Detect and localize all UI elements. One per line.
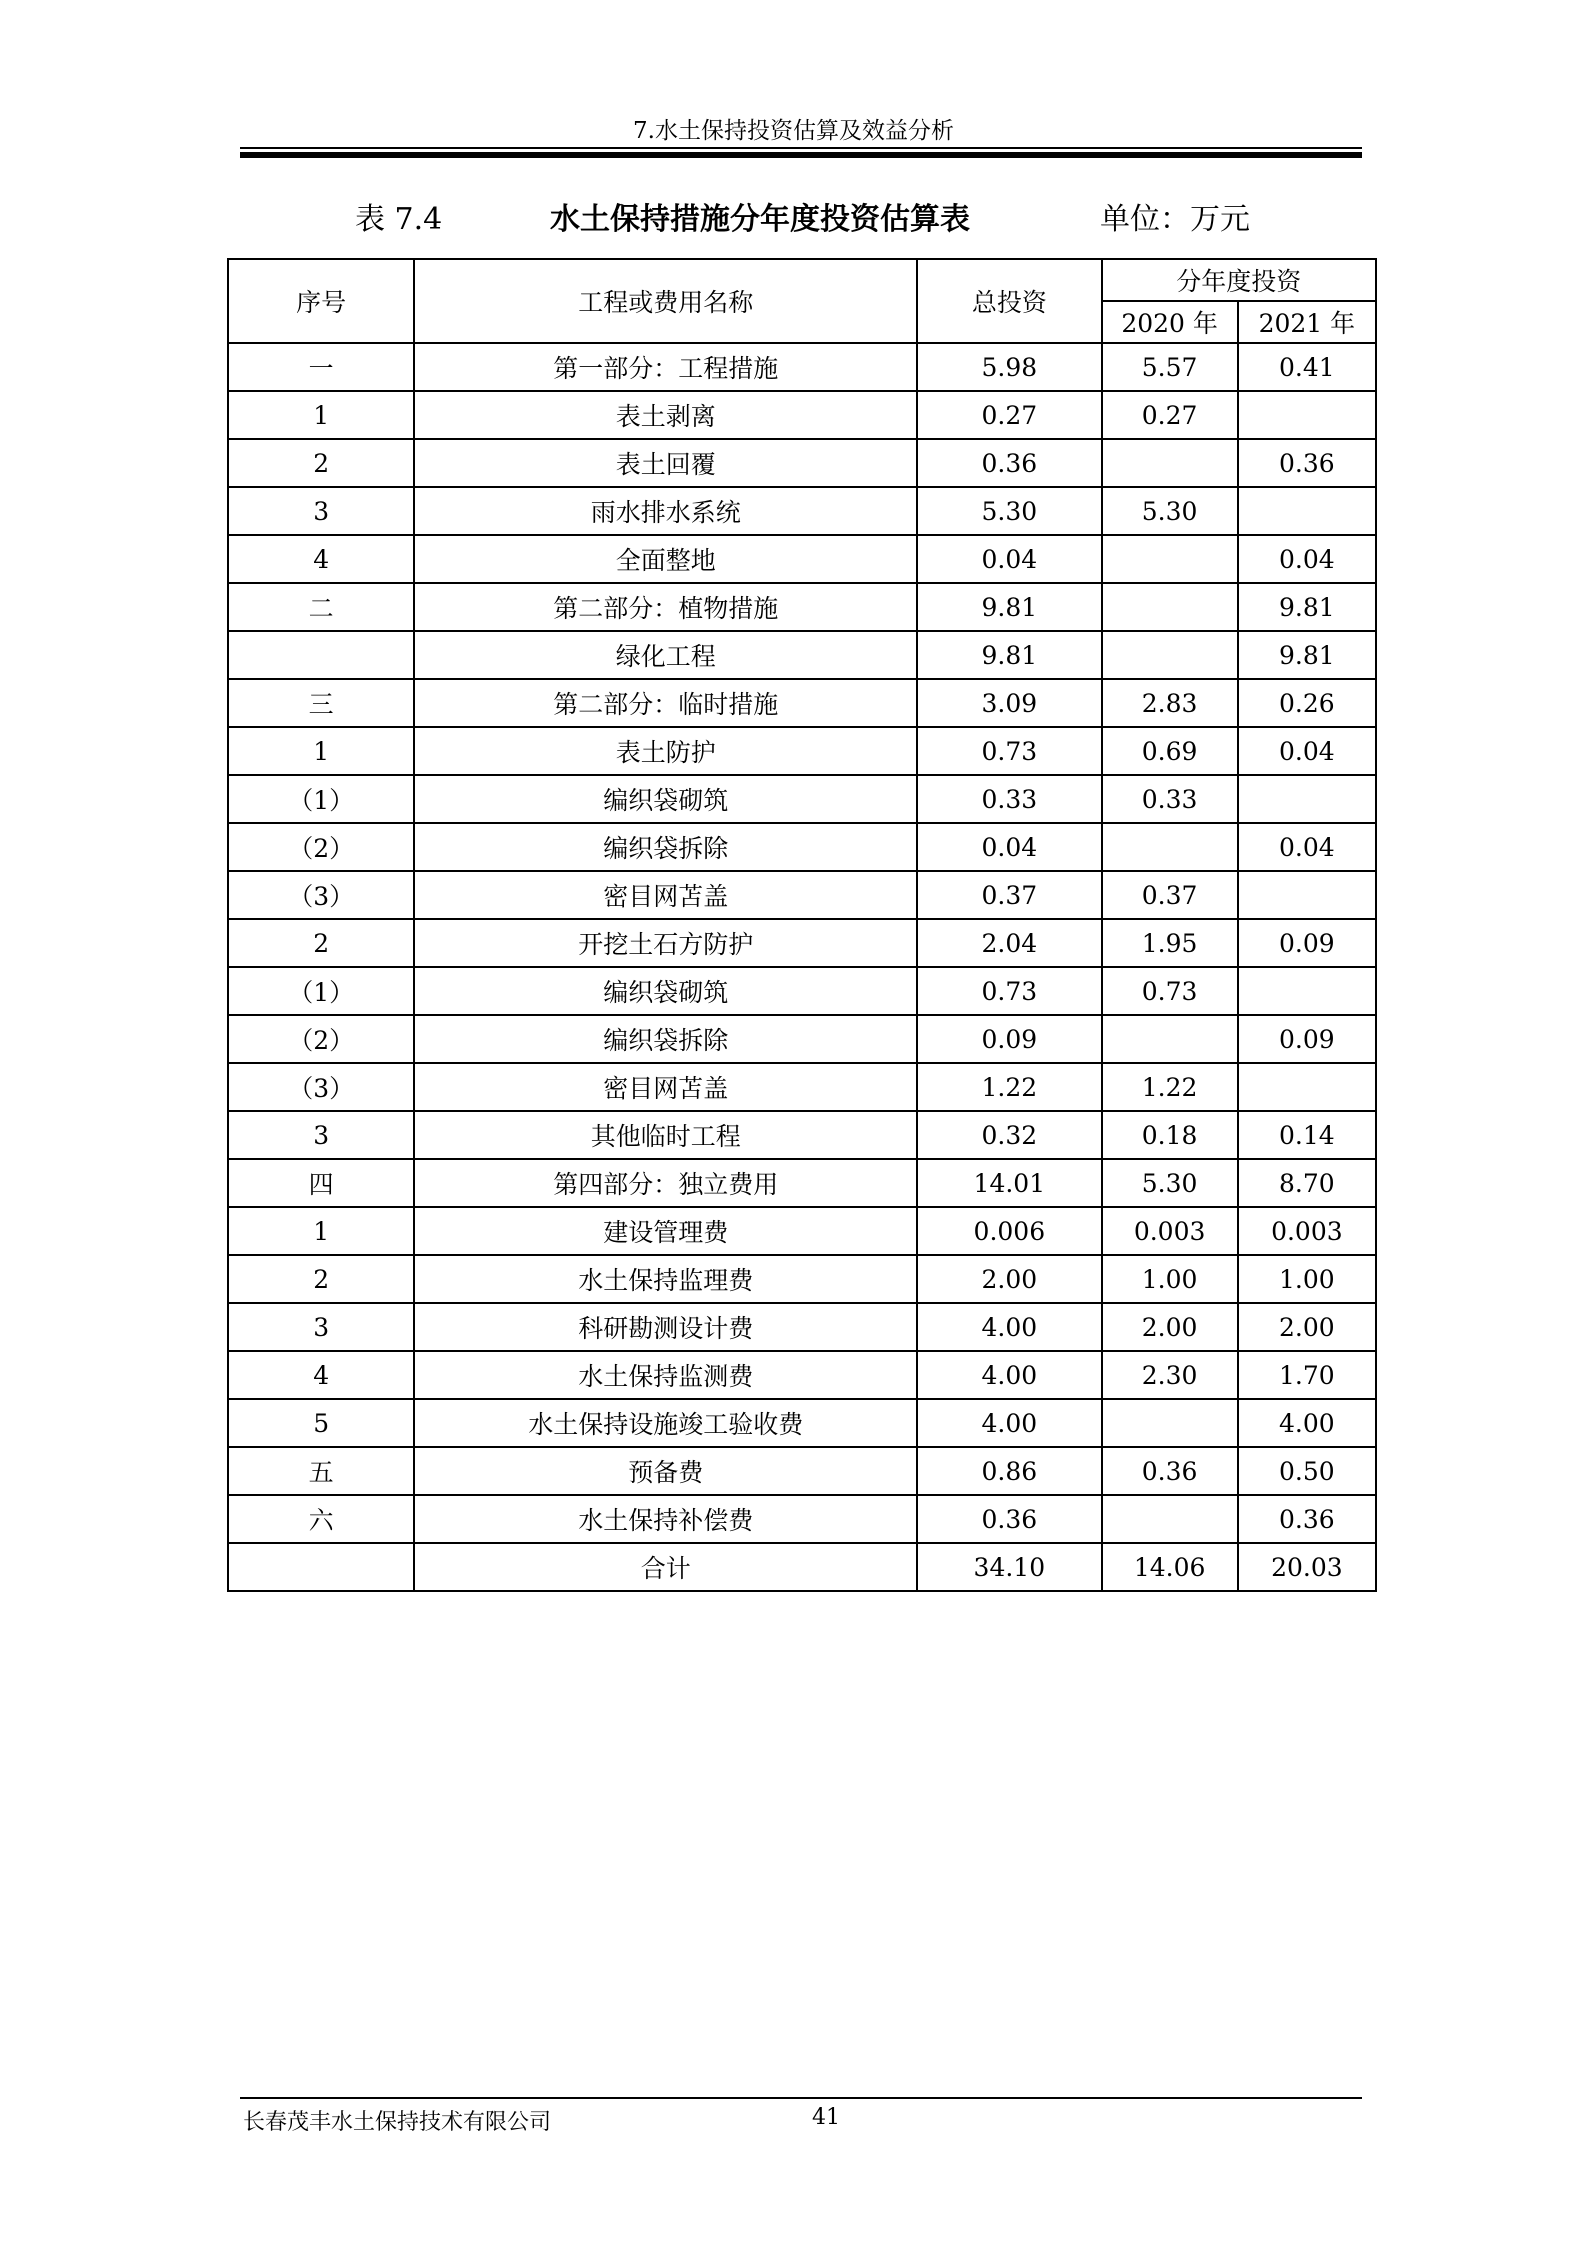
table-row (228, 439, 1376, 487)
table-row (228, 631, 1376, 679)
cell-2020: 0.37 (1102, 871, 1238, 919)
cell-total: 0.86 (917, 1447, 1101, 1495)
cell-no: 2 (228, 1255, 414, 1303)
cell-2021: 0.36 (1238, 439, 1376, 487)
cell-no: 2 (228, 439, 414, 487)
cell-name: 编织袋拆除 (414, 823, 917, 871)
cell-2021: 0.14 (1238, 1111, 1376, 1159)
cell-total: 4.00 (917, 1351, 1101, 1399)
cell-no: 4 (228, 535, 414, 583)
cell-2020: 2.83 (1102, 679, 1238, 727)
cell-name: 第一部分：工程措施 (414, 343, 917, 391)
table-row (228, 967, 1376, 1015)
cell-name: 合计 (414, 1543, 917, 1591)
cell-2021: 0.04 (1238, 727, 1376, 775)
cell-name: 第二部分：植物措施 (414, 583, 917, 631)
cell-name: 编织袋砌筑 (414, 967, 917, 1015)
cell-2020: 1.95 (1102, 919, 1238, 967)
cell-2021: 2.00 (1238, 1303, 1376, 1351)
header-rule-thin (240, 147, 1362, 149)
cell-2020 (1102, 439, 1238, 487)
table-row (228, 1207, 1376, 1255)
cell-2021: 0.26 (1238, 679, 1376, 727)
cell-no: 五 (228, 1447, 414, 1495)
table-row (228, 535, 1376, 583)
table-row (228, 1111, 1376, 1159)
cell-2021 (1238, 487, 1376, 535)
table-row (228, 583, 1376, 631)
table-row (228, 1159, 1376, 1207)
cell-2020 (1102, 535, 1238, 583)
header-2021: 2021 年 (1238, 301, 1376, 343)
cell-2020: 1.00 (1102, 1255, 1238, 1303)
cell-2020 (1102, 631, 1238, 679)
cell-2020: 0.73 (1102, 967, 1238, 1015)
cell-2021: 1.70 (1238, 1351, 1376, 1399)
cell-no: （3） (228, 1063, 414, 1111)
cell-2021 (1238, 775, 1376, 823)
cell-no: 1 (228, 391, 414, 439)
table-row (228, 1063, 1376, 1111)
cell-no: 2 (228, 919, 414, 967)
table-row (228, 1015, 1376, 1063)
cell-total: 0.36 (917, 439, 1101, 487)
cell-total: 0.37 (917, 871, 1101, 919)
cell-2021: 0.04 (1238, 535, 1376, 583)
table-row (228, 775, 1376, 823)
header-yearly: 分年度投资 (1102, 259, 1377, 301)
cell-no: 四 (228, 1159, 414, 1207)
cell-2021: 0.41 (1238, 343, 1376, 391)
table-unit: 单位：万元 (1100, 202, 1250, 237)
table-caption (240, 190, 1362, 240)
cell-name: 水土保持设施竣工验收费 (414, 1399, 917, 1447)
cell-name: 水土保持补偿费 (414, 1495, 917, 1543)
cell-total: 0.73 (917, 727, 1101, 775)
table-row (228, 1543, 1376, 1591)
cell-2020: 0.69 (1102, 727, 1238, 775)
cell-2021 (1238, 391, 1376, 439)
table-row (228, 1495, 1376, 1543)
cell-total: 0.32 (917, 1111, 1101, 1159)
cell-total: 2.04 (917, 919, 1101, 967)
table-row (228, 727, 1376, 775)
cell-no (228, 631, 414, 679)
cell-name: 建设管理费 (414, 1207, 917, 1255)
cell-2021: 9.81 (1238, 583, 1376, 631)
cell-name: 表土回覆 (414, 439, 917, 487)
cell-2021 (1238, 967, 1376, 1015)
cell-total: 0.04 (917, 535, 1101, 583)
table-row (228, 1447, 1376, 1495)
cell-2020 (1102, 823, 1238, 871)
cell-2021: 0.003 (1238, 1207, 1376, 1255)
page-number: 41 (812, 2105, 840, 2130)
cell-2021: 8.70 (1238, 1159, 1376, 1207)
cell-2021: 0.09 (1238, 919, 1376, 967)
cell-2020: 14.06 (1102, 1543, 1238, 1591)
cell-total: 3.09 (917, 679, 1101, 727)
cell-name: 全面整地 (414, 535, 917, 583)
cell-2021: 1.00 (1238, 1255, 1376, 1303)
cell-no: 二 (228, 583, 414, 631)
header-name: 工程或费用名称 (414, 259, 917, 343)
header-no: 序号 (228, 259, 414, 343)
cell-no: 1 (228, 727, 414, 775)
cell-2020: 0.003 (1102, 1207, 1238, 1255)
cell-no: 1 (228, 1207, 414, 1255)
cell-total: 34.10 (917, 1543, 1101, 1591)
cell-2020 (1102, 583, 1238, 631)
table-row (228, 679, 1376, 727)
cell-no (228, 1543, 414, 1591)
cell-total: 0.36 (917, 1495, 1101, 1543)
cell-2020: 5.30 (1102, 487, 1238, 535)
cell-2021 (1238, 1063, 1376, 1111)
cell-2021: 4.00 (1238, 1399, 1376, 1447)
cell-name: 第二部分：临时措施 (414, 679, 917, 727)
cell-2020 (1102, 1015, 1238, 1063)
investment-table (227, 258, 1377, 1592)
cell-total: 0.73 (917, 967, 1101, 1015)
cell-total: 5.98 (917, 343, 1101, 391)
cell-name: 表土剥离 (414, 391, 917, 439)
cell-total: 0.04 (917, 823, 1101, 871)
cell-total: 9.81 (917, 583, 1101, 631)
cell-no: 3 (228, 1111, 414, 1159)
cell-total: 14.01 (917, 1159, 1101, 1207)
table-row (228, 343, 1376, 391)
footer-company: 长春茂丰水土保持技术有限公司 (243, 2110, 552, 2135)
cell-2020: 5.57 (1102, 343, 1238, 391)
cell-2020: 2.30 (1102, 1351, 1238, 1399)
cell-name: 密目网苫盖 (414, 1063, 917, 1111)
cell-total: 0.006 (917, 1207, 1101, 1255)
table-row (228, 1255, 1376, 1303)
cell-name: 其他临时工程 (414, 1111, 917, 1159)
cell-2021: 0.09 (1238, 1015, 1376, 1063)
header-total: 总投资 (917, 259, 1101, 343)
cell-2021: 0.50 (1238, 1447, 1376, 1495)
cell-name: 表土防护 (414, 727, 917, 775)
cell-total: 4.00 (917, 1399, 1101, 1447)
table-body (228, 343, 1376, 1591)
cell-no: （3） (228, 871, 414, 919)
table-number: 表 7.4 (355, 202, 443, 237)
cell-no: （1） (228, 775, 414, 823)
cell-no: （2） (228, 1015, 414, 1063)
table-row (228, 1399, 1376, 1447)
cell-name: 水土保持监测费 (414, 1351, 917, 1399)
cell-2021: 20.03 (1238, 1543, 1376, 1591)
cell-2020: 1.22 (1102, 1063, 1238, 1111)
table-title: 水土保持措施分年度投资估算表 (550, 202, 970, 237)
cell-name: 雨水排水系统 (414, 487, 917, 535)
table-row (228, 1303, 1376, 1351)
cell-no: 三 (228, 679, 414, 727)
table-row (228, 487, 1376, 535)
cell-2021: 0.04 (1238, 823, 1376, 871)
cell-no: 六 (228, 1495, 414, 1543)
cell-total: 2.00 (917, 1255, 1101, 1303)
cell-name: 密目网苫盖 (414, 871, 917, 919)
table-row (228, 871, 1376, 919)
cell-name: 第四部分：独立费用 (414, 1159, 917, 1207)
cell-total: 0.33 (917, 775, 1101, 823)
cell-no: 3 (228, 1303, 414, 1351)
header-rule-thick (240, 152, 1362, 158)
cell-no: （1） (228, 967, 414, 1015)
cell-2020: 0.36 (1102, 1447, 1238, 1495)
cell-2021 (1238, 871, 1376, 919)
running-header: 7.水土保持投资估算及效益分析 (633, 118, 954, 144)
cell-total: 1.22 (917, 1063, 1101, 1111)
cell-name: 编织袋拆除 (414, 1015, 917, 1063)
cell-no: 5 (228, 1399, 414, 1447)
cell-total: 0.09 (917, 1015, 1101, 1063)
table-row (228, 1351, 1376, 1399)
cell-2020 (1102, 1399, 1238, 1447)
cell-name: 绿化工程 (414, 631, 917, 679)
cell-no: 3 (228, 487, 414, 535)
cell-2021: 9.81 (1238, 631, 1376, 679)
cell-2020 (1102, 1495, 1238, 1543)
cell-name: 预备费 (414, 1447, 917, 1495)
cell-2020: 2.00 (1102, 1303, 1238, 1351)
cell-name: 水土保持监理费 (414, 1255, 917, 1303)
cell-name: 开挖土石方防护 (414, 919, 917, 967)
cell-no: 一 (228, 343, 414, 391)
cell-2020: 0.27 (1102, 391, 1238, 439)
cell-total: 4.00 (917, 1303, 1101, 1351)
cell-2020: 5.30 (1102, 1159, 1238, 1207)
footer-rule (240, 2097, 1362, 2099)
cell-name: 科研勘测设计费 (414, 1303, 917, 1351)
cell-2020: 0.33 (1102, 775, 1238, 823)
cell-total: 0.27 (917, 391, 1101, 439)
cell-2021: 0.36 (1238, 1495, 1376, 1543)
cell-total: 9.81 (917, 631, 1101, 679)
table-row (228, 391, 1376, 439)
header-2020: 2020 年 (1102, 301, 1238, 343)
table-row (228, 823, 1376, 871)
cell-total: 5.30 (917, 487, 1101, 535)
cell-name: 编织袋砌筑 (414, 775, 917, 823)
cell-2020: 0.18 (1102, 1111, 1238, 1159)
cell-no: 4 (228, 1351, 414, 1399)
cell-no: （2） (228, 823, 414, 871)
table-row (228, 919, 1376, 967)
